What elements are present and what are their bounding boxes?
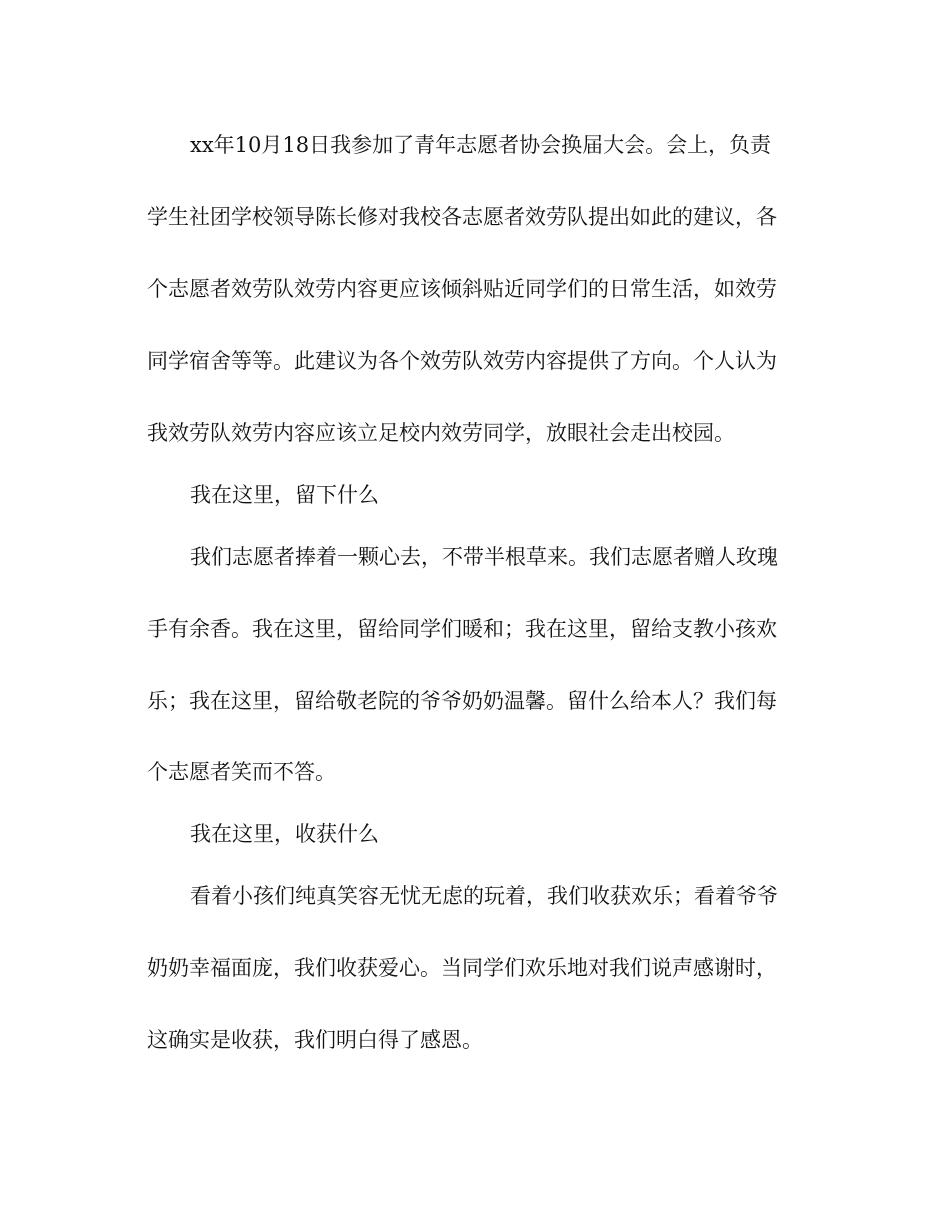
paragraph-1-line-1: xx年10月18日我参加了青年志愿者协会换届大会。会上，负责	[190, 133, 772, 157]
section-heading-leave: 我在这里，留下什么	[190, 483, 379, 507]
section-heading-gain: 我在这里，收获什么	[190, 822, 379, 846]
paragraph-2-line-4: 个志愿者笑而不答。	[147, 760, 336, 784]
paragraph-3-line-1: 看着小孩们纯真笑容无忧无虑的玩着，我们收获欢乐；看着爷爷	[190, 884, 778, 908]
paragraph-1-line-3: 个志愿者效劳队效劳内容更应该倾斜贴近同学们的日常生活，如效劳	[147, 277, 777, 301]
paragraph-2-line-3: 乐；我在这里，留给敬老院的爷爷奶奶温馨。留什么给本人？我们每	[147, 689, 777, 713]
paragraph-2-line-2: 手有余香。我在这里，留给同学们暖和；我在这里，留给支教小孩欢	[147, 617, 777, 641]
paragraph-3-line-3: 这确实是收获，我们明白得了感恩。	[147, 1028, 483, 1052]
paragraph-1-line-5: 我效劳队效劳内容应该立足校内效劳同学，放眼社会走出校园。	[147, 421, 735, 445]
paragraph-1-line-2: 学生社团学校领导陈长修对我校各志愿者效劳队提出如此的建议，各	[147, 205, 777, 229]
paragraph-1-line-4: 同学宿舍等等。此建议为各个效劳队效劳内容提供了方向。个人认为	[147, 349, 777, 373]
paragraph-2-line-1: 我们志愿者捧着一颗心去，不带半根草来。我们志愿者赠人玫瑰	[190, 545, 778, 569]
paragraph-3-line-2: 奶奶幸福面庞，我们收获爱心。当同学们欢乐地对我们说声感谢时，	[147, 956, 777, 980]
